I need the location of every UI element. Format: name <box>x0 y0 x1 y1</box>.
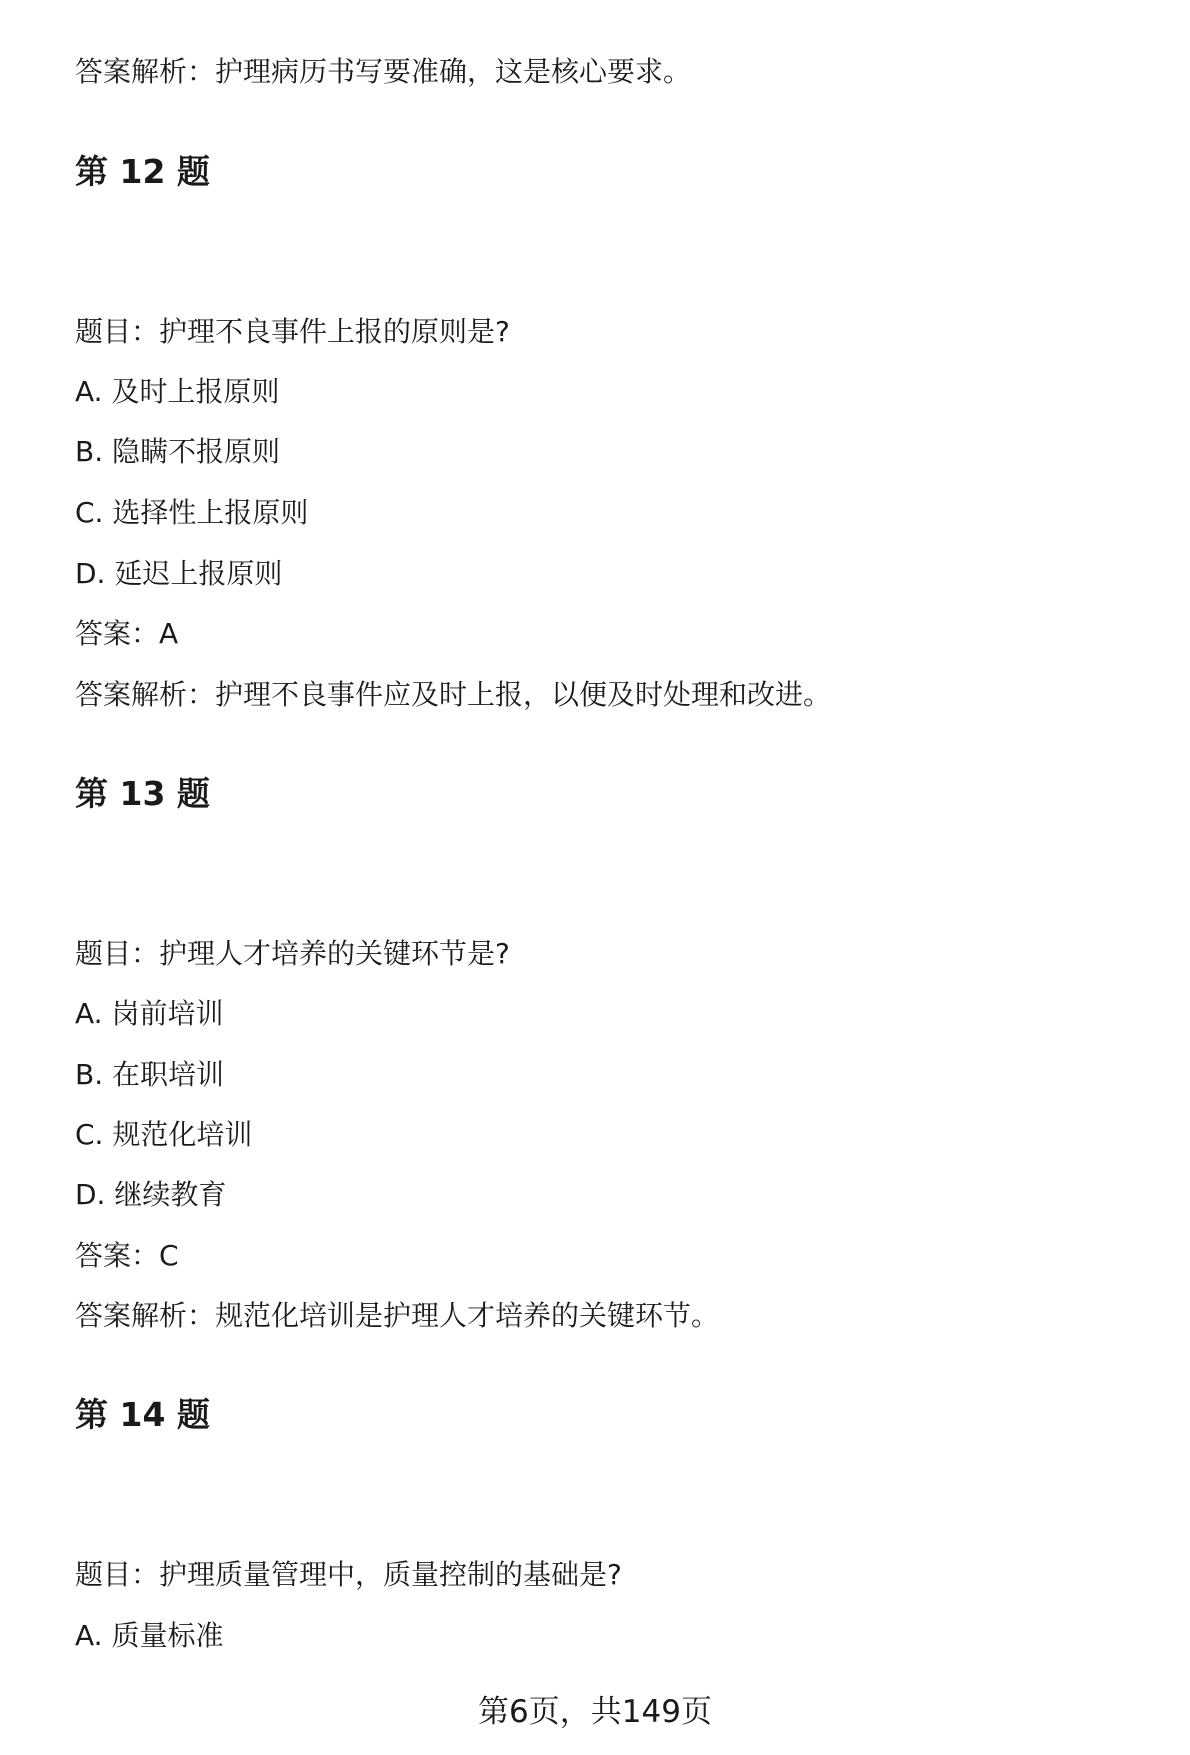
previous-answer-explanation: 答案解析：护理病历书写要准确，这是核心要求。 <box>75 55 692 88</box>
option-d: D. 继续教育 <box>75 1178 227 1211</box>
option-a: A. 质量标准 <box>75 1619 224 1652</box>
answer-explanation: 答案解析：护理不良事件应及时上报，以便及时处理和改进。 <box>75 678 832 711</box>
question-heading: 第 14 题 <box>75 1395 210 1434</box>
answer: 答案：A <box>75 617 179 650</box>
question-stem: 题目：护理不良事件上报的原则是? <box>75 315 510 348</box>
page-indicator: 第6页，共149页 <box>478 1694 712 1730</box>
question-heading: 第 12 题 <box>75 152 210 191</box>
option-d: D. 延迟上报原则 <box>75 557 283 590</box>
option-a: A. 岗前培训 <box>75 997 224 1030</box>
question-heading: 第 13 题 <box>75 774 210 813</box>
option-a: A. 及时上报原则 <box>75 375 280 408</box>
option-c: C. 规范化培训 <box>75 1118 253 1151</box>
option-b: B. 在职培训 <box>75 1058 225 1091</box>
answer-explanation: 答案解析：规范化培训是护理人才培养的关键环节。 <box>75 1299 720 1332</box>
question-stem: 题目：护理质量管理中，质量控制的基础是? <box>75 1558 622 1591</box>
question-stem: 题目：护理人才培养的关键环节是? <box>75 937 510 970</box>
answer: 答案：C <box>75 1239 179 1272</box>
option-b: B. 隐瞒不报原则 <box>75 435 281 468</box>
option-c: C. 选择性上报原则 <box>75 496 309 529</box>
